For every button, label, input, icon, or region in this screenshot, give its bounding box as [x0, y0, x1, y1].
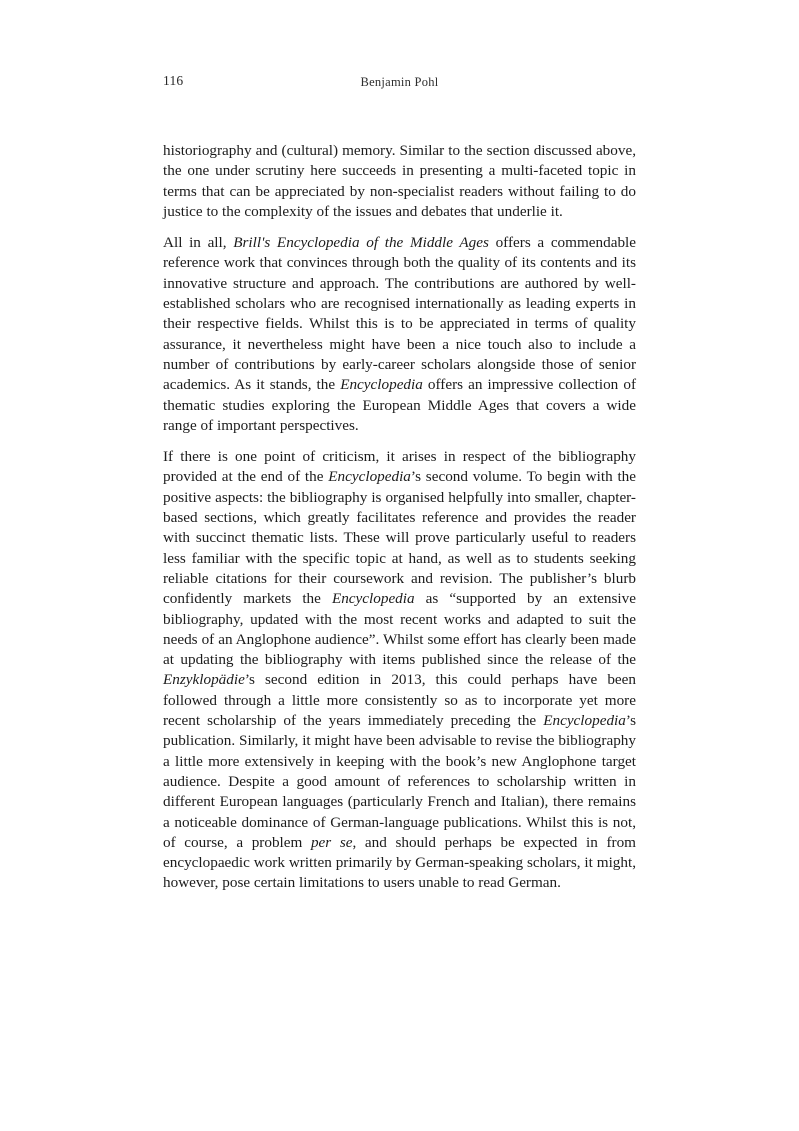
page-number: 116 [163, 73, 184, 88]
paragraph: All in all, Brill's Encyclopedia of the Middle Ages offers a commendable reference work that convinces through both the quality of its contents and its innovative structure and approach. The contributions are authored by well-established scholars who are recognised internationally as leading experts in their respective fields. Whilst this is to be appreciated in terms of quality assurance, it nevertheless might have been a nice touch also to include a number of contributions by early-career scholars alongside those of senior academics. As it stands, the Encyclopedia offers an impressive collection of thematic studies exploring the European Middle Ages that covers a wide range of important perspectives. [163, 234, 636, 434]
body-text-block [163, 141, 636, 894]
running-title-author: Benjamin Pohl [360, 75, 439, 89]
running-head [163, 72, 636, 90]
paragraph: If there is one point of criticism, it arises in respect of the bibliography provided at the end of the Encyclopedia’s second volume. To begin with the positive aspects: the bibliography is organised helpfully into smaller, chapter-based sections, which greatly facilitates reference and provides the reader with succinct thematic lists. These will prove particularly useful to readers less familiar with the specific topic at hand, as well as to students seeking reliable citations for their coursework and revision. The publisher’s blurb confidently markets the Encyclopedia as “supported by an extensive bibliography, updated with the most recent works and adapted to suit the needs of an Anglophone audience”. Whilst some effort has clearly been made at updating the bibliography with items published since the release of the Enzyklopädie’s second edition in 2013, this could perhaps have been followed through a little more consistently so as to incorporate yet more recent scholarship of the years immediately preceding the Encyclopedia’s publication. Similarly, it might have been advisable to revise the bibliography a little more extensively in keeping with the book’s new Anglophone target audience. Despite a good amount of references to scholarship written in different European languages (particularly French and Italian), there remains a noticeable dominance of German-language publications. Whilst this is not, of course, a problem per se, and should perhaps be expected in from encyclopaedic work written primarily by German-speaking scholars, it might, however, pose certain limitations to users unable to read German. [163, 448, 636, 892]
paragraph: historiography and (cultural) memory. Similar to the section discussed above, the one under scrutiny here succeeds in presenting a multi-faceted topic in terms that can be appreciated by non-specialist readers without failing to do justice to the complexity of the issues and debates that underlie it. [163, 142, 636, 220]
